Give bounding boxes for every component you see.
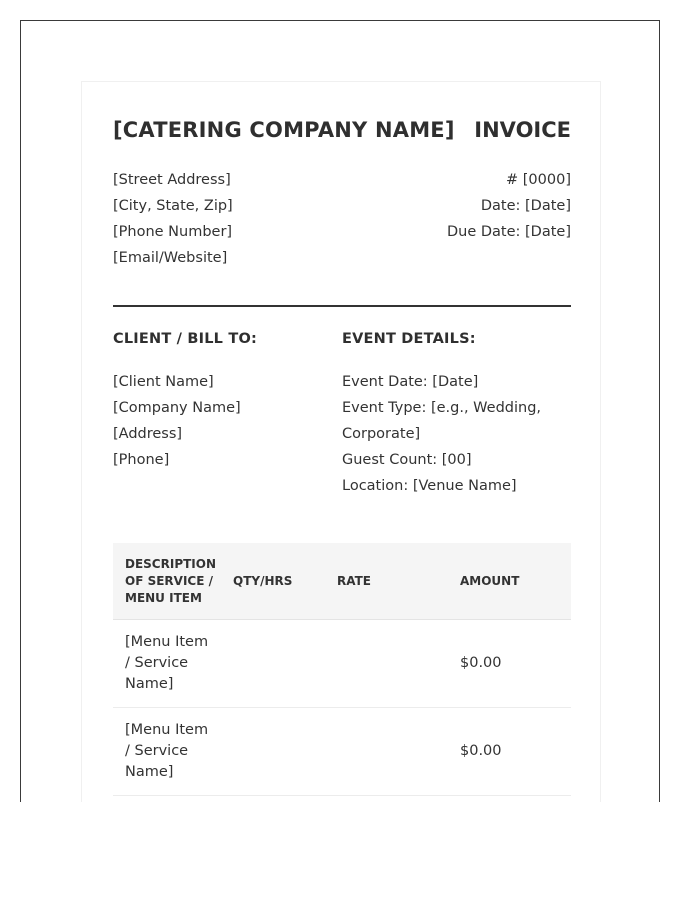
item-rate: [325, 708, 448, 796]
event-type: Event Type: [e.g., Wedding, Corporate]: [342, 400, 542, 442]
company-address: [113, 167, 233, 271]
event-heading: EVENT DETAILS:: [342, 331, 476, 347]
item-qty: [221, 620, 325, 708]
col-header-amount: AMOUNT: [448, 543, 571, 620]
header-divider: [113, 305, 571, 307]
item-amount: $0.00: [448, 620, 571, 708]
client-company: [Company Name]: [113, 400, 241, 416]
client-heading: CLIENT / BILL TO:: [113, 331, 257, 347]
client-address: [Address]: [113, 426, 183, 442]
client-details: [113, 369, 241, 473]
invoice-date: Date: [Date]: [480, 198, 571, 214]
event-date: Event Date: [Date]: [342, 374, 479, 390]
company-name: [CATERING COMPANY NAME]: [113, 118, 455, 142]
street-address: [Street Address]: [113, 172, 231, 188]
col-header-qty: QTY/HRS: [221, 543, 325, 620]
city-state-zip: [City, State, Zip]: [113, 198, 233, 214]
event-details: [342, 369, 542, 499]
client-phone: [Phone]: [113, 452, 170, 468]
item-description: [Menu Item / Service Name]: [113, 708, 221, 796]
col-header-description: DESCRIPTION OF SERVICE / MENU ITEM: [113, 543, 221, 620]
document-title: INVOICE: [474, 118, 571, 142]
due-date: Due Date: [Date]: [446, 224, 571, 240]
phone-number: [Phone Number]: [113, 224, 233, 240]
item-qty: [221, 708, 325, 796]
event-location: Location: [Venue Name]: [342, 478, 517, 494]
item-amount: $0.00: [448, 708, 571, 796]
line-items-table: [113, 543, 571, 796]
guest-count: Guest Count: [00]: [342, 452, 472, 468]
table-header-row: [113, 543, 571, 620]
invoice-meta: [447, 167, 571, 245]
invoice-number: # [0000]: [506, 172, 571, 188]
client-name: [Client Name]: [113, 374, 214, 390]
table-row: [113, 708, 571, 796]
page-frame: [20, 20, 660, 802]
item-description: [Menu Item / Service Name]: [113, 620, 221, 708]
invoice-sheet: [81, 81, 601, 802]
table-row: [113, 620, 571, 708]
col-header-rate: RATE: [325, 543, 448, 620]
item-rate: [325, 620, 448, 708]
email-website: [Email/Website]: [113, 250, 228, 266]
